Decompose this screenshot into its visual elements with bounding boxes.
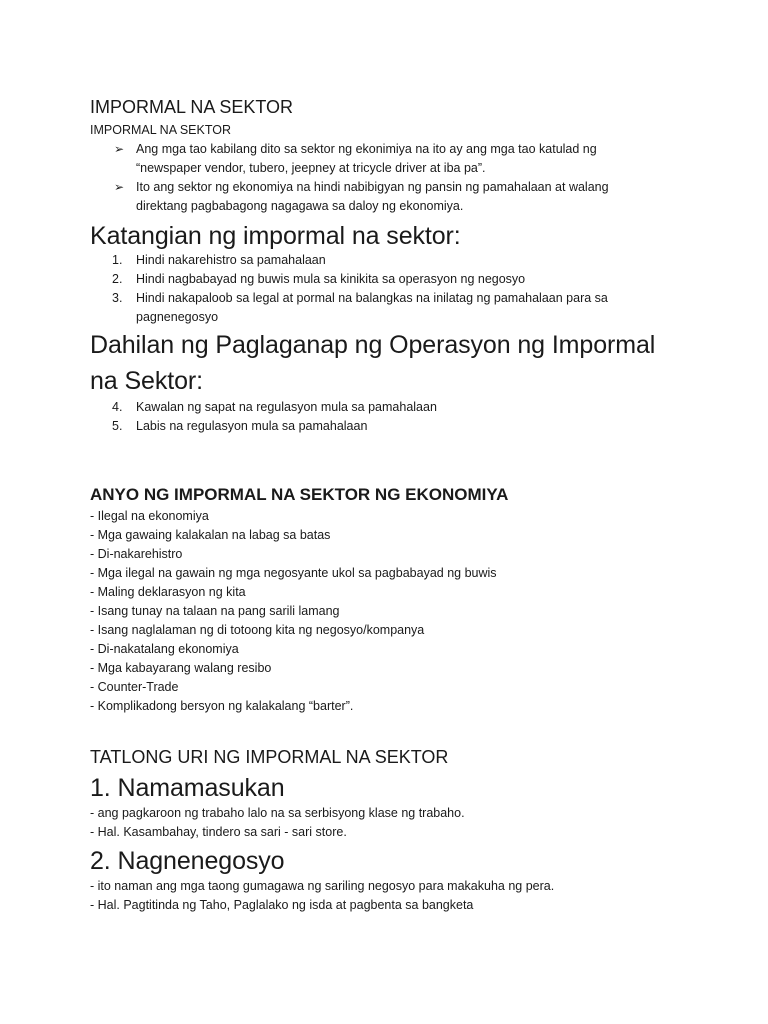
list-item: - Hal. Pagtitinda ng Taho, Paglalako ng isda at pagbenta sa bangketa — [90, 898, 474, 912]
list-item: - Hal. Kasambahay, tindero sa sari - sari store. — [90, 825, 347, 839]
katangian-heading: Katangian ng impormal na sektor: — [90, 222, 461, 250]
tatlong-heading: TATLONG URI NG IMPORMAL NA SEKTOR — [90, 747, 449, 767]
list-item: - Mga ilegal na gawain ng mga negosyante ukol sa pagbabayad ng buwis — [90, 566, 497, 580]
list-item: - Komplikadong bersyon ng kalakalang “barter”. — [90, 699, 354, 713]
list-item: ➢ Ang mga tao kabilang dito sa sektor ng ekonimiya na ito ay ang mga tao katulad ng — [90, 140, 609, 159]
dahilan-list — [90, 398, 437, 436]
type1-heading: 1. Namamasukan — [90, 774, 285, 802]
arrow-bullet-icon: ➢ — [114, 142, 125, 156]
list-item: - Isang tunay na talaan na pang sarili lamang — [90, 604, 340, 618]
type2-list — [90, 877, 554, 915]
list-item: - Ilegal na ekonomiya — [90, 509, 209, 523]
list-item: “newspaper vendor, tubero, jeepney at tricycle driver at iba pa”. — [136, 161, 486, 175]
intro-bullet-list — [90, 140, 609, 216]
arrow-bullet-icon: ➢ — [114, 180, 125, 194]
type2-heading: 2. Nagnenegosyo — [90, 847, 285, 875]
list-item: ➢ Ito ang sektor ng ekonomiya na hindi nabibigyan ng pansin ng pamahalaan at walang — [90, 178, 609, 197]
list-item: 3. Hindi nakapaloob sa legal at pormal na balangkas na inilatag ng pamahalaan para sa — [112, 291, 608, 305]
list-item: 4. Kawalan ng sapat na regulasyon mula sa pamahalaan — [112, 400, 437, 414]
list-item: 1. Hindi nakarehistro sa pamahalaan — [112, 253, 326, 267]
dahilan-heading-cont: na Sektor: — [90, 367, 203, 395]
list-item: - Di-nakatalang ekonomiya — [90, 642, 239, 656]
list-item: - Mga gawaing kalakalan na labag sa batas — [90, 528, 331, 542]
type1-list — [90, 804, 465, 842]
list-item: - Maling deklarasyon ng kita — [90, 585, 246, 599]
list-item: 5. Labis na regulasyon mula sa pamahalaan — [112, 419, 368, 433]
list-item: - Di-nakarehistro — [90, 547, 183, 561]
list-item: - ito naman ang mga taong gumagawa ng sariling negosyo para makakuha ng pera. — [90, 879, 555, 893]
page-subtitle: IMPORMAL NA SEKTOR — [90, 123, 232, 137]
list-item: - Counter-Trade — [90, 680, 179, 694]
list-item: - ang pagkaroon ng trabaho lalo na sa serbisyong klase ng trabaho. — [90, 806, 465, 820]
page-title: IMPORMAL NA SEKTOR — [90, 97, 294, 117]
list-item: - Isang naglalaman ng di totoong kita ng negosyo/kompanya — [90, 623, 425, 637]
dahilan-heading: Dahilan ng Paglaganap ng Operasyon ng Impormal — [90, 331, 656, 359]
list-item: pagnenegosyo — [136, 310, 219, 324]
katangian-list — [90, 251, 608, 327]
anyo-heading: ANYO NG IMPORMAL NA SEKTOR NG EKONOMIYA — [90, 485, 509, 504]
list-item: - Mga kabayarang walang resibo — [90, 661, 272, 675]
list-item: 2. Hindi nagbabayad ng buwis mula sa kinikita sa operasyon ng negosyo — [112, 272, 526, 286]
anyo-list — [90, 507, 497, 716]
list-item: direktang pagbabagong nagagawa sa daloy ng ekonomiya. — [136, 199, 464, 213]
